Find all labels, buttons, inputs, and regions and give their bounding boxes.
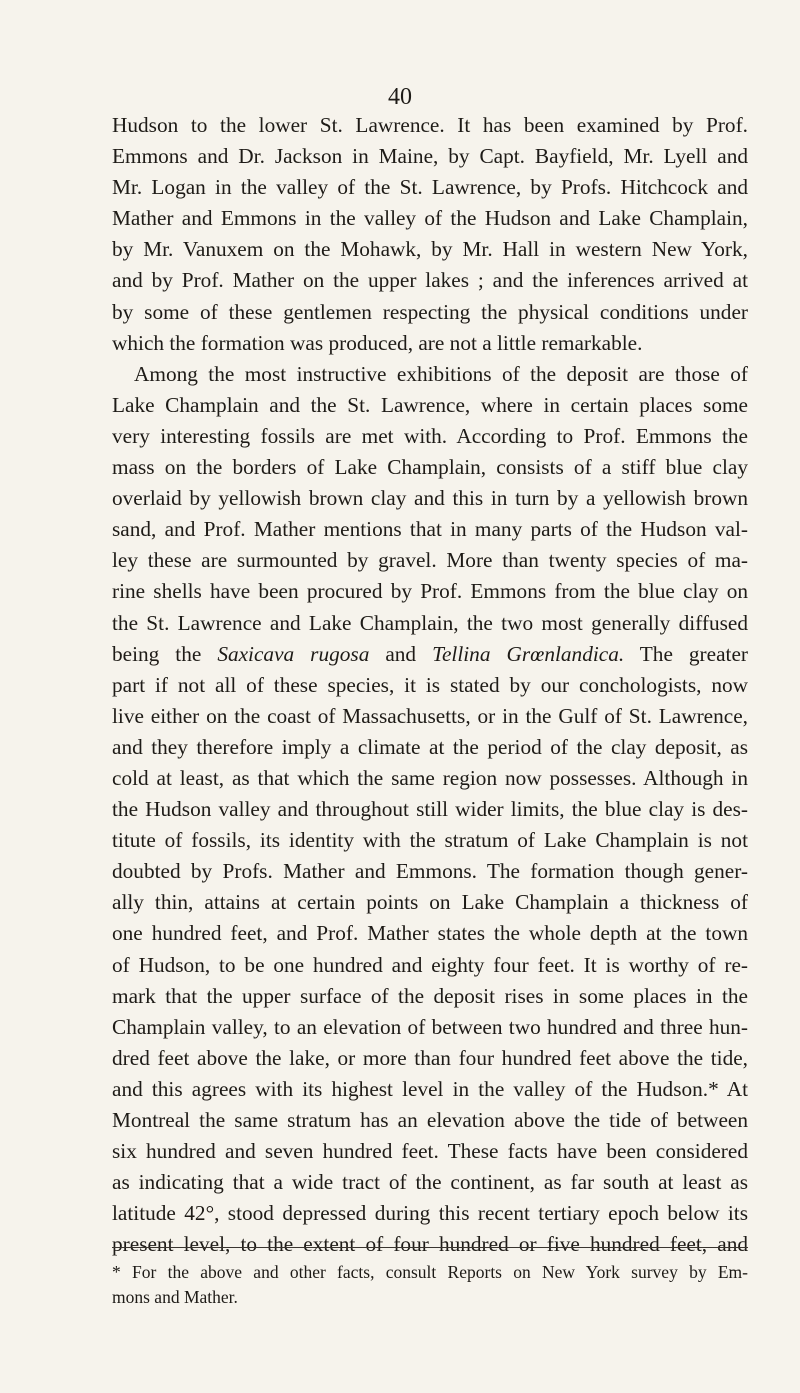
text-line: six hundred and seven hundred feet. These facts have been considered [112,1139,748,1164]
text-line: Among the most instructive exhibitions of the deposit are those of [134,361,748,386]
body-text [112,110,748,1260]
text-line: Lake Champlain and the St. Lawrence, where in certain places some [112,392,748,417]
text-line: Montreal the same stratum has an elevation above the tide of between [112,1108,748,1132]
species-name: Saxicava rugosa [217,641,370,666]
text-line: and they therefore imply a climate at the period of the clay deposit, as [112,734,748,759]
text-line: Mather and Emmons in the valley of the Hudson and Lake Champlain, [112,206,748,231]
text-line: cold at least, as that which the same region now possesses. Although in [112,765,748,790]
text-line: live either on the coast of Massachusetts, or in the Gulf of St. Lawrence, [112,703,748,728]
page-number: 40 [388,84,412,110]
text-line: the St. Lawrence and Lake Champlain, the two most generally diffused [112,610,748,635]
text-line: which the formation was produced, are not a little remarkable. [112,330,643,355]
text-line: ley these are surmounted by gravel. More than twenty species of ma- [112,548,748,573]
text-line: Emmons and Dr. Jackson in Maine, by Capt. Bayfield, Mr. Lyell and [112,144,748,169]
text-line: by Mr. Vanuxem on the Mohawk, by Mr. Hall in western New York, [112,237,748,262]
text-line: Hudson to the lower St. Lawrence. It has been examined by Prof. [112,113,748,137]
text-span: being the [112,641,218,666]
text-line: sand, and Prof. Mather mentions that in many parts of the Hudson val- [112,517,748,542]
text-line: Mr. Logan in the valley of the St. Lawrence, by Profs. Hitchcock and [112,175,748,200]
text-line: mass on the borders of Lake Champlain, consists of a stiff blue clay [112,455,748,480]
text-line: by some of these gentlemen respecting the physical conditions under [112,299,748,324]
footnote-line: * For the above and other facts, consult Reports on New York survey by Em- [112,1262,748,1282]
text-span: The greater [624,641,748,666]
footnote-divider [112,1247,748,1248]
text-line: and this agrees with its highest level in the valley of the Hudson.* At [112,1076,748,1101]
text-line: one hundred feet, and Prof. Mather states the whole depth at the town [112,921,748,946]
text-span: and [369,641,433,666]
text-line: Champlain valley, to an elevation of between two hundred and three hun- [112,1014,748,1039]
text-line: the Hudson valley and throughout still wider limits, the blue clay is des- [112,797,748,822]
text-line [112,639,748,670]
footnote [112,1260,748,1310]
text-line: and by Prof. Mather on the upper lakes ; and the inferences arrived at [112,268,748,293]
text-line: ally thin, attains at certain points on Lake Champlain a thickness of [112,890,748,915]
text-line: rine shells have been procured by Prof. Emmons from the blue clay on [112,579,748,604]
text-line: present level, to the extent of four hundred or five hundred feet, and [112,1232,748,1257]
text-line: very interesting fossils are met with. According to Prof. Emmons the [112,423,748,448]
text-line: mark that the upper surface of the deposit rises in some places in the [112,983,748,1008]
footnote-line: mons and Mather. [112,1287,238,1307]
species-name: Tellina Grœnlandica. [432,641,625,666]
text-line: dred feet above the lake, or more than four hundred feet above the tide, [112,1045,748,1070]
text-line: doubted by Profs. Mather and Emmons. The formation though gener- [112,859,748,884]
text-line: of Hudson, to be one hundred and eighty four feet. It is worthy of re- [112,952,748,977]
text-line: part if not all of these species, it is stated by our conchologists, now [112,672,748,697]
text-line: latitude 42°, stood depressed during this recent tertiary epoch below its [112,1201,748,1226]
text-line: overlaid by yellowish brown clay and this in turn by a yellowish brown [112,486,748,511]
text-line: as indicating that a wide tract of the continent, as far south at least as [112,1170,748,1195]
text-line: titute of fossils, its identity with the stratum of Lake Champlain is not [112,828,748,853]
